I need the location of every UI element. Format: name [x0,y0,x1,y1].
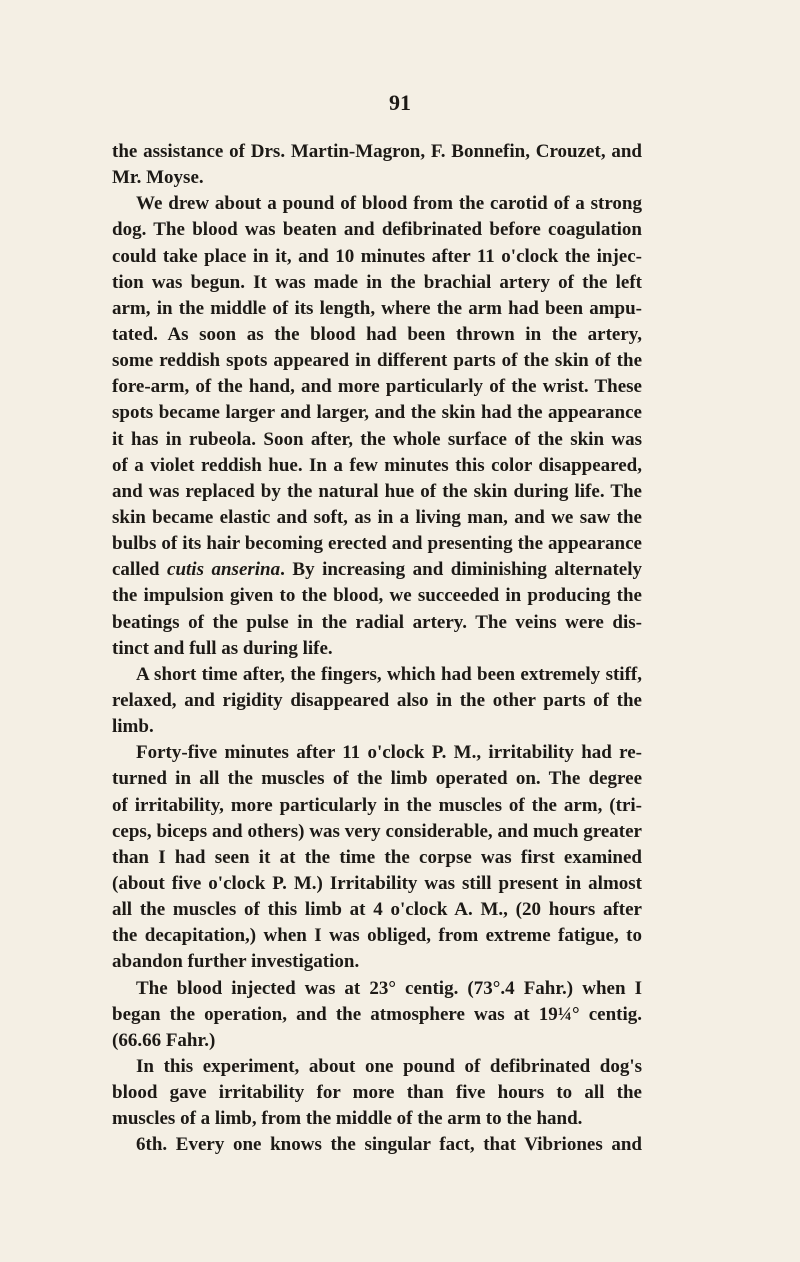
text-line: limb. [112,716,154,738]
text-line: tated. As soon as the blood had been thrown in the artery, [112,323,642,345]
text-line: ceps, biceps and others) was very considerable, and much greater [112,820,642,842]
text-line: We drew about a pound of blood from the carotid of a strong [136,193,642,215]
text-line: the decapitation,) when I was obliged, from extreme fatigue, to [112,925,642,947]
text-line: than I had seen it at the time the corpse was first examined [112,846,642,868]
text-line: the assistance of Drs. Martin-Magron, F. Bonnefin, Crouzet, and [112,141,642,162]
text-line: (66.66 Fahr.) [112,1029,216,1051]
text-line: could take place in it, and 10 minutes after 11 o'clock the injec- [112,245,642,267]
text-line: skin became elastic and soft, as in a living man, and we saw the [112,506,642,528]
text-line: it has in rubeola. Soon after, the whole surface of the skin was [112,428,642,450]
text-line: muscles of a limb, from the middle of the arm to the hand. [112,1108,583,1130]
text-line: blood gave irritability for more than five hours to all the [112,1082,642,1104]
text-line: Mr. Moyse. [112,167,204,189]
text-line: bulbs of its hair becoming erected and presenting the appearance [112,533,642,555]
text-line: beatings of the pulse in the radial artery. The veins were dis- [112,611,642,633]
text-line: some reddish spots appeared in different parts of the skin of the [112,350,642,372]
text-line: Forty-five minutes after 11 o'clock P. M., irritability had re- [136,742,642,764]
text-line: In this experiment, about one pound of defibrinated dog's [136,1055,642,1077]
italic-phrase: cutis anserina [167,559,281,581]
text-line: of irritability, more particularly in the muscles of the arm, (tri- [112,794,642,816]
text-line: began the operation, and the atmosphere was at 19¼° centig. [112,1003,642,1025]
text-line: (about five o'clock P. M.) Irritability was still present in almost [112,872,642,894]
text-line: The blood injected was at 23° centig. (73°.4 Fahr.) when I [136,977,642,999]
text-line: turned in all the muscles of the limb operated on. The degree [112,768,642,790]
body-text [112,139,642,1158]
page-number: 91 [389,90,411,115]
text-line: tinct and full as during life. [112,637,333,659]
text-line: of a violet reddish hue. In a few minutes this color disappeared, [112,454,642,476]
text-line: the impulsion given to the blood, we succeeded in producing the [112,585,642,607]
text-line: tion was begun. It was made in the brachial artery of the left [112,271,642,293]
text-line: fore-arm, of the hand, and more particularly of the wrist. These [112,376,642,398]
text-line: arm, in the middle of its length, where the arm had been ampu- [112,297,642,319]
text-line: called cutis anserina. By increasing and diminishing alternately [112,559,642,581]
text-line: relaxed, and rigidity disappeared also in the other parts of the [112,689,642,711]
text-line: A short time after, the fingers, which had been extremely stiff, [136,663,642,685]
text-line: dog. The blood was beaten and defibrinated before coagulation [112,219,642,241]
text-line: all the muscles of this limb at 4 o'clock A. M., (20 hours after [112,899,642,921]
text-line: spots became larger and larger, and the skin had the appearance [112,402,642,424]
text-line: 6th. Every one knows the singular fact, that Vibriones and [136,1134,642,1156]
text-line: and was replaced by the natural hue of the skin during life. The [112,480,642,502]
text-line: abandon further investigation. [112,951,360,973]
